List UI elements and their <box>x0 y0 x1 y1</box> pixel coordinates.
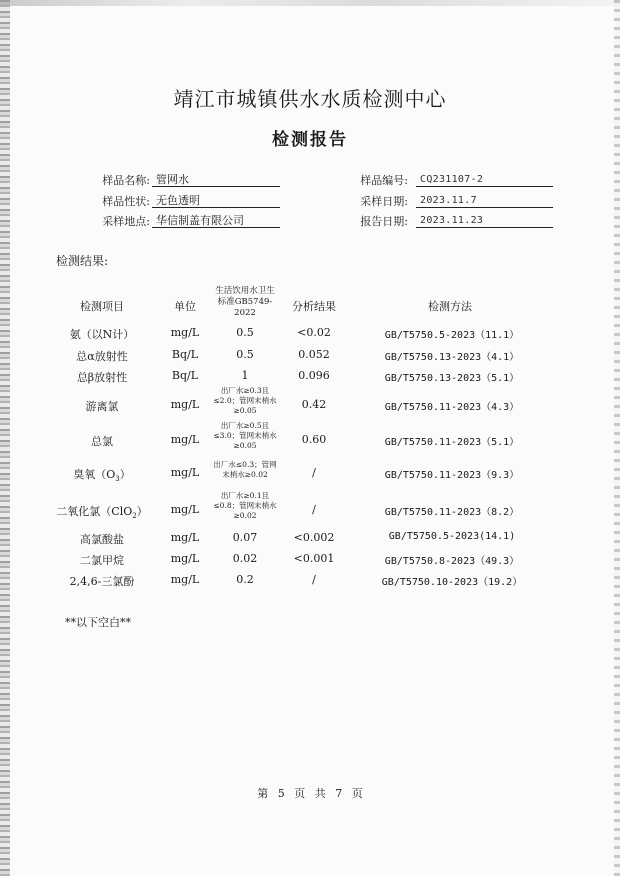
standard-limit: 出厂水≥0.5且≤3.0；管网末梢水≥0.05 <box>213 421 277 450</box>
sample-name-value: 管网水 <box>152 172 280 187</box>
unit: mg/L <box>170 433 200 446</box>
unit: mg/L <box>170 552 200 565</box>
unit: mg/L <box>170 531 200 544</box>
result-value: <0.001 <box>293 552 335 565</box>
column-header-unit: 单位 <box>174 300 196 313</box>
standard-limit: 0.5 <box>236 348 254 361</box>
result-value: <0.002 <box>293 531 335 544</box>
standard-limit: 出厂水≥0.1且≤0.8；管网末梢水≥0.02 <box>213 491 277 520</box>
sample-state-value: 无色透明 <box>152 193 280 208</box>
method: GB/T5750.8-2023（49.3） <box>384 556 520 567</box>
item-name: 二氧化氯（ClO$_2$） <box>56 505 148 521</box>
sample-name-label: 样品名称: <box>102 174 150 187</box>
standard-limit: 0.02 <box>232 552 258 565</box>
standard-limit: 1 <box>241 369 249 382</box>
unit: Bq/L <box>171 369 199 382</box>
unit: Bq/L <box>171 348 199 361</box>
standard-limit: 0.5 <box>236 326 254 339</box>
method: GB/T5750.10-2023（19.2） <box>381 577 523 588</box>
result-value: / <box>312 466 316 479</box>
standard-limit: 出厂水≤0.3；管网末梢水≥0.02 <box>213 460 277 479</box>
column-header-method: 检测方法 <box>428 300 472 313</box>
result-value: 0.42 <box>301 398 327 411</box>
item-name: 总氯 <box>91 435 113 448</box>
item-name: 高氯酸盐 <box>80 533 124 546</box>
report-title: 检测报告 <box>272 130 348 150</box>
item-name: 游离氯 <box>85 400 119 413</box>
sampling-site-label: 采样地点: <box>102 215 150 228</box>
result-value: 0.052 <box>298 348 330 361</box>
method: GB/T5750.5-2023(14.1) <box>388 531 516 542</box>
item-name: 总β放射性 <box>76 371 128 384</box>
method: GB/T5750.11-2023（9.3） <box>384 470 520 481</box>
sampling-date-label: 采样日期: <box>360 195 408 208</box>
sample-state-label: 样品性状: <box>102 195 150 208</box>
unit: mg/L <box>170 398 200 411</box>
result-value: 0.096 <box>298 369 330 382</box>
item-name: 氨（以N计） <box>69 328 135 341</box>
result-value: / <box>312 503 316 516</box>
column-header-standard: 生活饮用水卫生标准GB5749-2022 <box>215 286 275 318</box>
unit: mg/L <box>170 466 200 479</box>
column-header-item: 检测项目 <box>80 300 124 313</box>
item-name: 臭氧$(O_3)$ <box>73 468 131 484</box>
sample-no-value: CQ231107-2 <box>416 172 553 187</box>
report-date-label: 报告日期: <box>360 215 408 228</box>
standard-limit: 出厂水≥0.3且≤2.0；管网末梢水≥0.05 <box>213 386 277 415</box>
sample-no-label: 样品编号: <box>360 174 408 187</box>
report-date-value: 2023.11.23 <box>416 213 553 228</box>
standard-limit: 0.2 <box>236 573 254 586</box>
sampling-date-value: 2023.11.7 <box>416 193 553 208</box>
method: GB/T5750.11-2023（8.2） <box>384 507 520 518</box>
unit: mg/L <box>170 573 200 586</box>
page-number-footer: 第 5 页 共 7 页 <box>257 787 363 800</box>
results-section-title: 检测结果: <box>56 254 109 268</box>
scan-edge-top <box>0 0 620 6</box>
result-value: <0.02 <box>297 326 331 339</box>
result-value: / <box>312 573 316 586</box>
standard-limit: 0.07 <box>232 531 258 544</box>
organization-title: 靖江市城镇供水水质检测中心 <box>173 87 447 111</box>
unit: mg/L <box>170 326 200 339</box>
result-value: 0.60 <box>301 433 327 446</box>
method: GB/T5750.5-2023（11.1） <box>384 330 520 341</box>
item-name: 2,4,6-三氯酚 <box>69 575 135 588</box>
method: GB/T5750.13-2023（5.1） <box>384 373 520 384</box>
sampling-site-value: 华信制盖有限公司 <box>152 213 280 228</box>
item-name: 总α放射性 <box>76 350 128 363</box>
blank-below-note: **以下空白** <box>65 616 131 629</box>
unit: mg/L <box>170 503 200 516</box>
column-header-result: 分析结果 <box>292 300 336 313</box>
method: GB/T5750.13-2023（4.1） <box>384 352 520 363</box>
item-name: 二氯甲烷 <box>80 554 124 567</box>
method: GB/T5750.11-2023（5.1） <box>384 437 520 448</box>
method: GB/T5750.11-2023（4.3） <box>384 402 520 413</box>
